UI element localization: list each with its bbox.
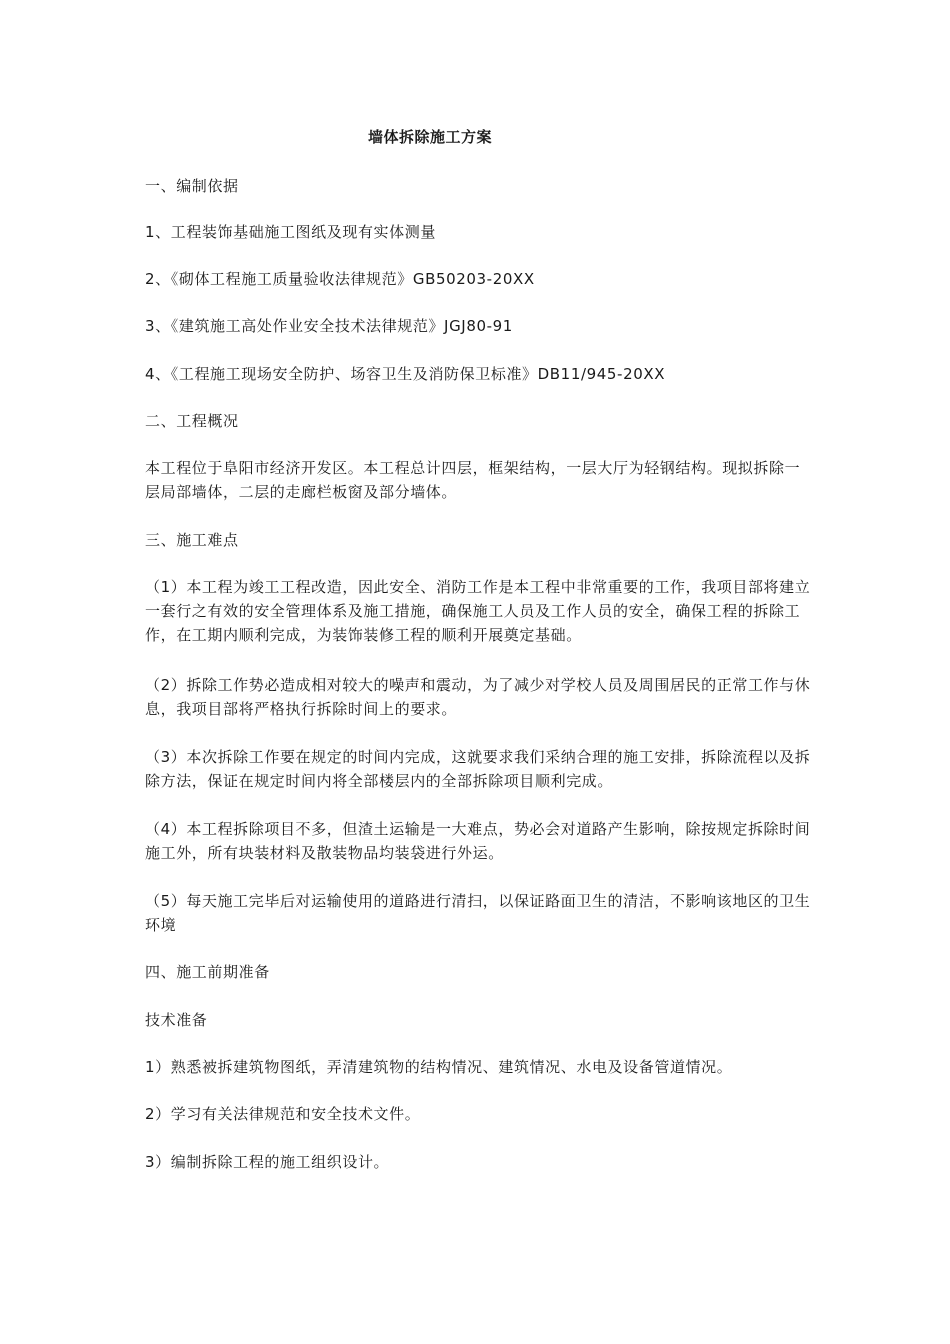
basis-item-2: 2、《砌体工程施工质量验收法律规范》GB50203-20XX <box>145 270 535 288</box>
section-heading-overview: 二、工程概况 <box>145 412 239 430</box>
difficulty-item-4: （4）本工程拆除项目不多，但渣土运输是一大难点，势必会对道路产生影响，除按规定拆除时间施工外，所有块装材料及散装物品均装袋进行外运。 <box>145 820 811 862</box>
document-title: 墙体拆除施工方案 <box>367 128 492 146</box>
overview-paragraph: 本工程位于阜阳市经济开发区。本工程总计四层，框架结构，一层大厅为轻钢结构。现拟拆除一层局部墙体，二层的走廊栏板窗及部分墙体。 <box>145 459 801 501</box>
difficulty-item-1: （1）本工程为竣工工程改造，因此安全、消防工作是本工程中非常重要的工作，我项目部将建立一套行之有效的安全管理体系及施工措施，确保施工人员及工作人员的安全，确保工程的拆除工作，在工期内顺利完成，为装饰装修工程的顺利开展奠定基础。 <box>145 578 811 644</box>
basis-item-3: 3、《建筑施工高处作业安全技术法律规范》JGJ80-91 <box>145 317 513 335</box>
basis-item-1: 1、工程装饰基础施工图纸及现有实体测量 <box>145 223 436 241</box>
difficulty-item-2: （2）拆除工作势必造成相对较大的噪声和震动，为了减少对学校人员及周围居民的正常工作与休息，我项目部将严格执行拆除时间上的要求。 <box>145 676 811 718</box>
difficulty-item-5: （5）每天施工完毕后对运输使用的道路进行清扫，以保证路面卫生的清洁，不影响该地区的卫生环境 <box>145 892 811 934</box>
section-heading-preparation: 四、施工前期准备 <box>145 963 270 981</box>
prep-item-3: 3）编制拆除工程的施工组织设计。 <box>145 1153 390 1171</box>
basis-item-4: 4、《工程施工现场安全防护、场容卫生及消防保卫标准》DB11/945-20XX <box>145 365 666 383</box>
subheading-technical-prep: 技术准备 <box>145 1011 208 1029</box>
prep-item-2: 2）学习有关法律规范和安全技术文件。 <box>145 1105 421 1123</box>
difficulty-item-3: （3）本次拆除工作要在规定的时间内完成，这就要求我们采纳合理的施工安排，拆除流程以及拆除方法，保证在规定时间内将全部楼层内的全部拆除项目顺利完成。 <box>145 748 811 790</box>
section-heading-difficulties: 三、施工难点 <box>145 531 239 549</box>
section-heading-basis: 一、编制依据 <box>145 177 239 195</box>
prep-item-1: 1）熟悉被拆建筑物图纸，弄清建筑物的结构情况、建筑情况、水电及设备管道情况。 <box>145 1058 733 1076</box>
